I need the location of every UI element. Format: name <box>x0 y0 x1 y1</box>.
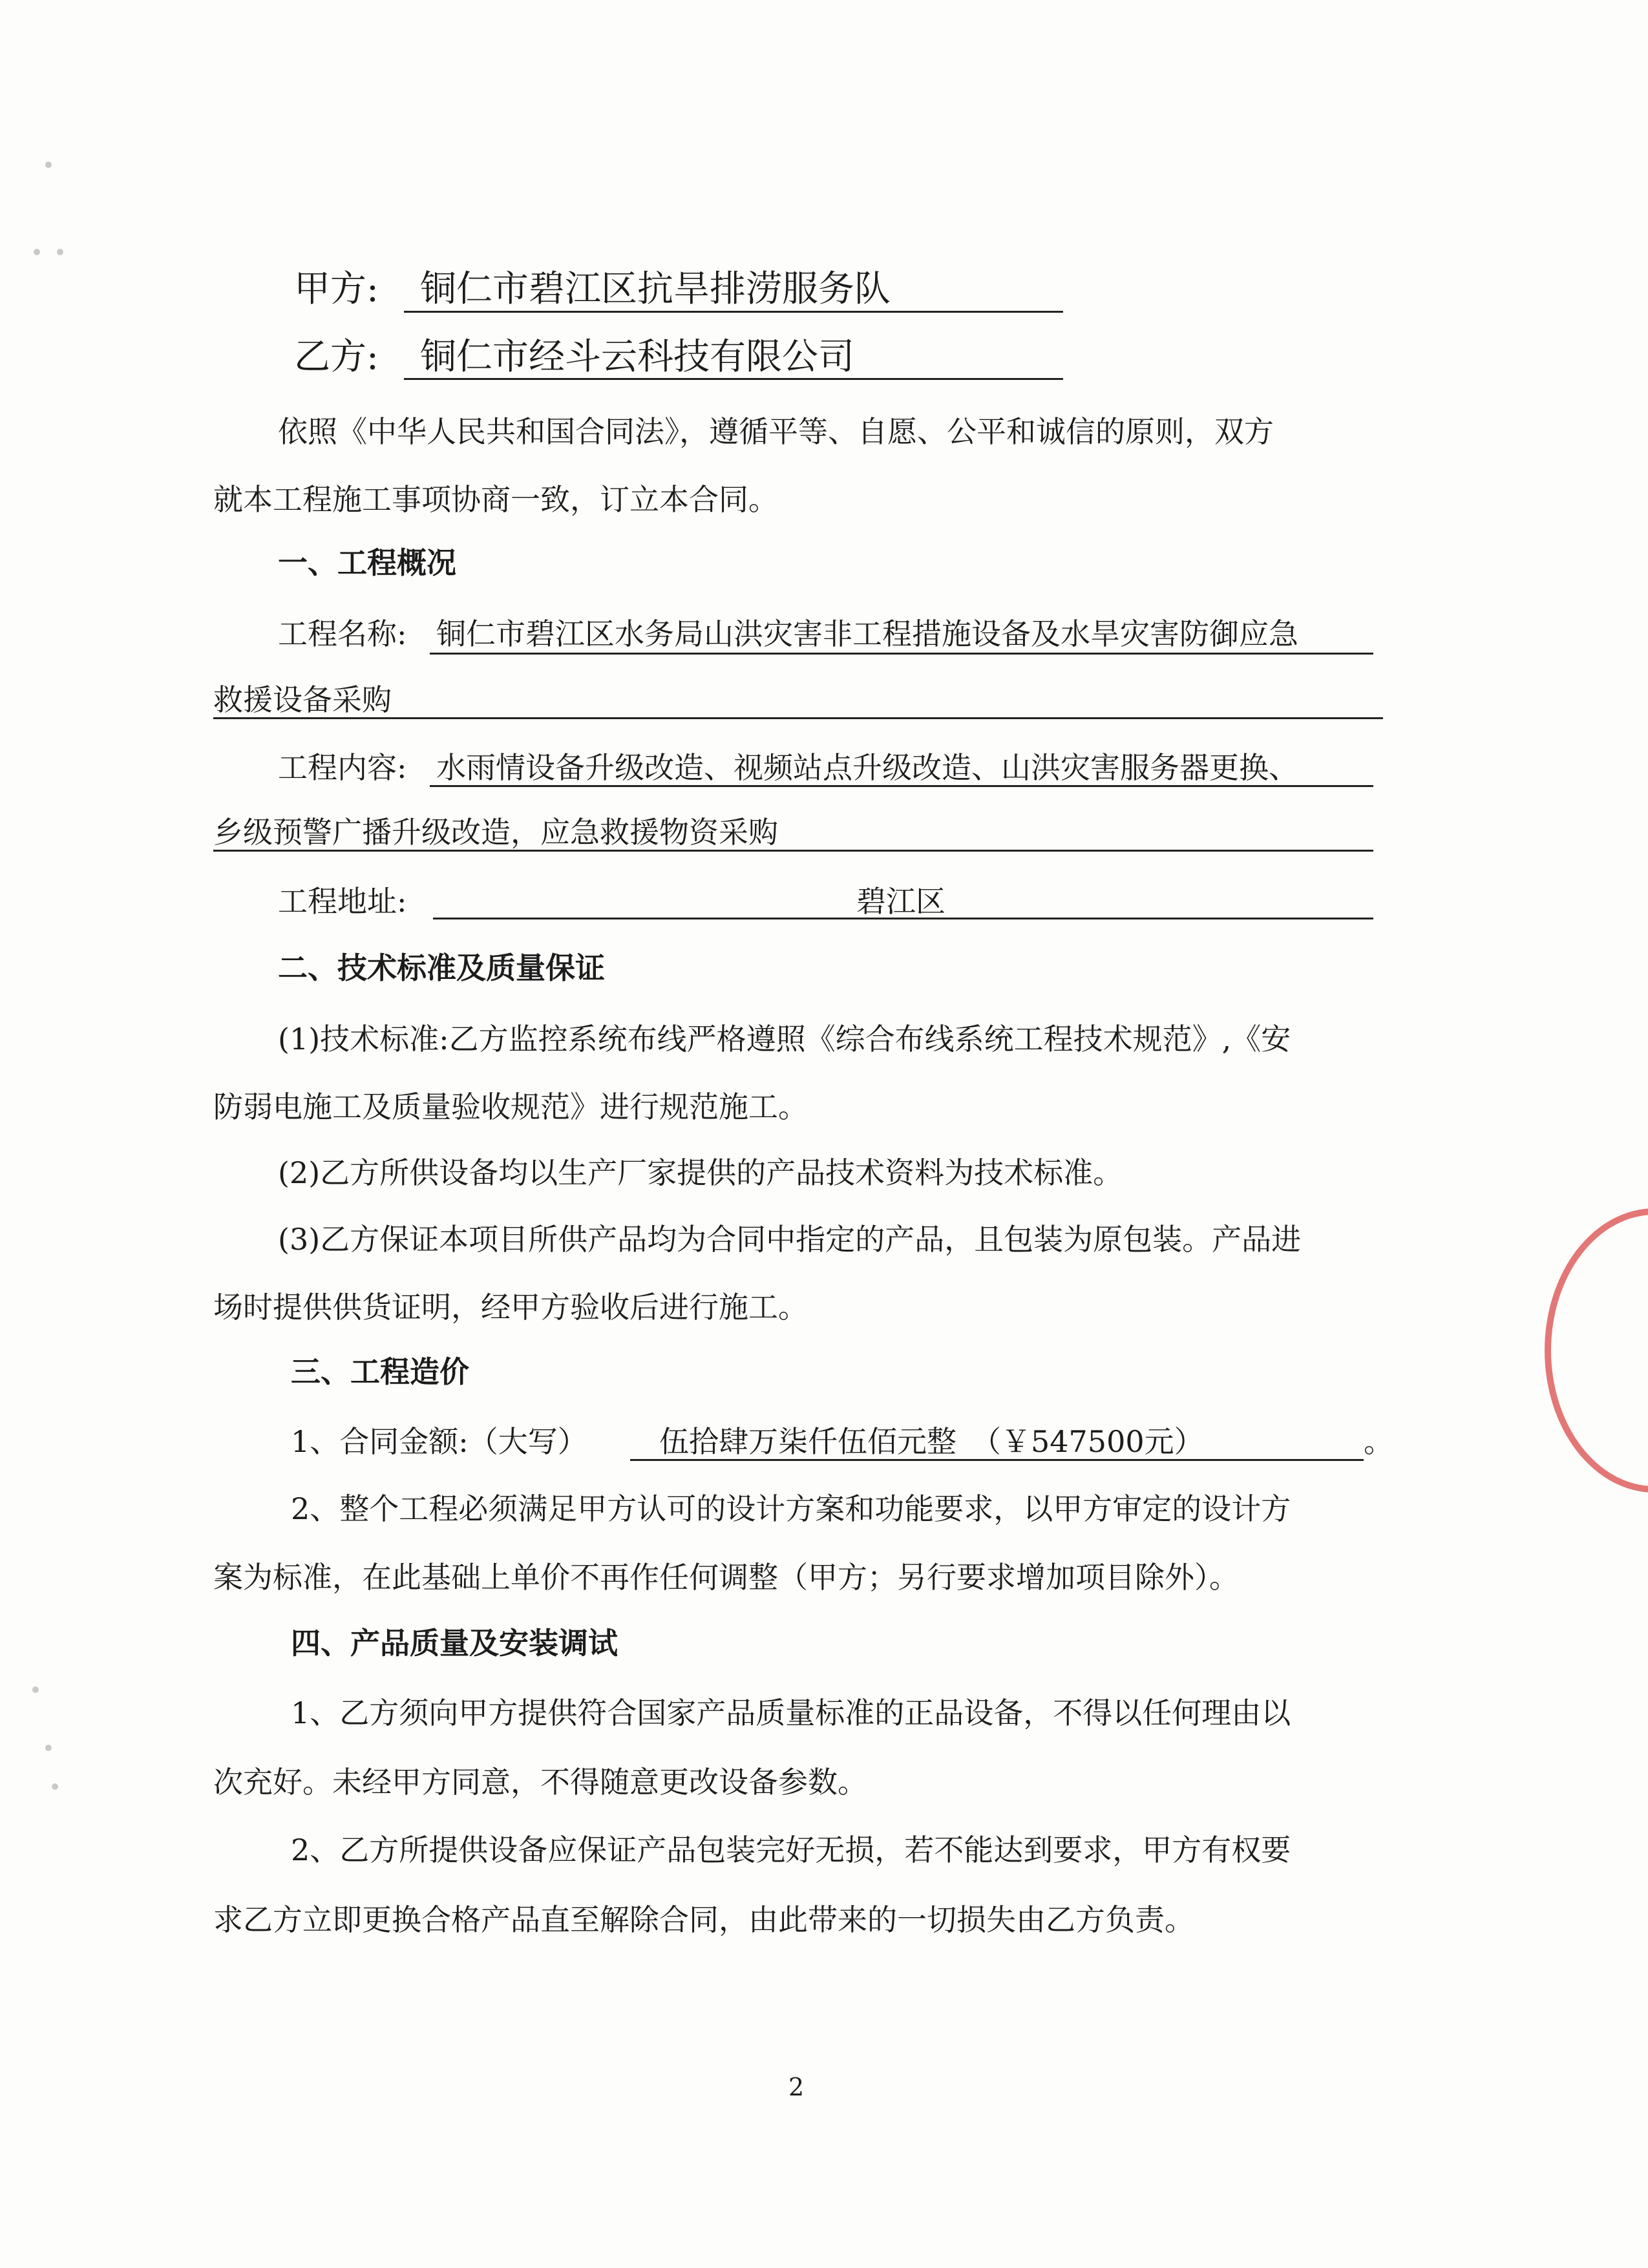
scan-speck <box>32 1686 39 1693</box>
scan-speck <box>52 1783 58 1790</box>
party-b-label: 乙方: <box>294 336 379 378</box>
project-content-label: 工程内容: <box>278 750 407 785</box>
project-name-underline-2 <box>213 717 1383 719</box>
contract-amount-underline <box>630 1459 1364 1461</box>
tech-standard-item-3-line-1: (3)乙方保证本项目所供产品均为合同中指定的产品，且包装为原包装。产品进 <box>278 1222 1302 1257</box>
party-b-underline <box>404 378 1063 380</box>
contract-amount-label: 1、合同金额:（大写） <box>291 1424 587 1459</box>
page-number: 2 <box>788 2073 805 2101</box>
tech-standard-line-1: (1)技术标准:乙方监控系统布线严格遵照《综合布线系统工程技术规范》,《安 <box>278 1022 1291 1056</box>
quality-item-2-line-2: 求乙方立即更换合格产品直至解除合同，由此带来的一切损失由乙方负责。 <box>213 1902 1194 1937</box>
project-content-line-2: 乡级预警广播升级改造，应急救援物资采购 <box>213 815 778 850</box>
project-name-underline-1 <box>430 653 1373 655</box>
tech-standard-item-2: (2)乙方所供设备均以生产厂家提供的产品技术资料为技术标准。 <box>278 1155 1123 1190</box>
party-a-name: 铜仁市碧江区抗旱排涝服务队 <box>420 268 891 310</box>
section-3-heading: 三、工程造价 <box>291 1354 469 1389</box>
project-name-label: 工程名称: <box>278 616 407 651</box>
scan-speck <box>45 162 52 168</box>
party-a-label: 甲方: <box>294 268 379 310</box>
quality-item-2-line-1: 2、乙方所提供设备应保证产品包装完好无损，若不能达到要求，甲方有权要 <box>291 1832 1291 1867</box>
party-b-name: 铜仁市经斗云科技有限公司 <box>420 336 854 378</box>
cost-item-2-line-1: 2、整个工程必须满足甲方认可的设计方案和功能要求，以甲方审定的设计方 <box>291 1491 1291 1526</box>
project-content-underline-1 <box>430 785 1373 787</box>
intro-line-2: 就本工程施工事项协商一致，订立本合同。 <box>213 482 778 517</box>
section-1-heading: 一、工程概况 <box>278 545 456 580</box>
project-content-line-1: 水雨情设备升级改造、视频站点升级改造、山洪灾害服务器更换、 <box>436 750 1298 785</box>
tech-standard-line-2: 防弱电施工及质量验收规范》进行规范施工。 <box>213 1089 808 1124</box>
tech-standard-item-3-line-2: 场时提供供货证明，经甲方验收后进行施工。 <box>213 1290 808 1325</box>
project-name-line-2: 救援设备采购 <box>213 682 392 717</box>
scan-speck <box>45 1745 52 1751</box>
section-4-heading: 四、产品质量及安装调试 <box>291 1626 618 1661</box>
quality-item-1-line-2: 次充好。未经甲方同意，不得随意更改设备参数。 <box>213 1765 867 1800</box>
scan-speck <box>57 249 63 255</box>
quality-item-1-line-1: 1、乙方须向甲方提供符合国家产品质量标准的正品设备，不得以任何理由以 <box>291 1696 1291 1730</box>
intro-line-1: 依照《中华人民共和国合同法》，遵循平等、自愿、公平和诚信的原则，双方 <box>278 414 1274 449</box>
contract-amount-value: 伍拾肆万柒仟伍佰元整 （￥547500元） <box>659 1424 1204 1459</box>
cost-item-2-line-2: 案为标准，在此基础上单价不再作任何调整（甲方；另行要求增加项目除外）。 <box>213 1560 1239 1595</box>
section-2-heading: 二、技术标准及质量保证 <box>278 950 605 985</box>
party-a-underline <box>404 311 1063 313</box>
red-seal-stamp <box>1545 1208 1648 1493</box>
project-address-value: 碧江区 <box>856 884 945 919</box>
contract-amount-end: 。 <box>1364 1424 1393 1459</box>
project-name-line-1: 铜仁市碧江区水务局山洪灾害非工程措施设备及水旱灾害防御应急 <box>436 616 1298 651</box>
project-content-underline-2 <box>213 850 1373 852</box>
project-address-label: 工程地址: <box>278 884 407 919</box>
scan-speck <box>34 249 40 255</box>
